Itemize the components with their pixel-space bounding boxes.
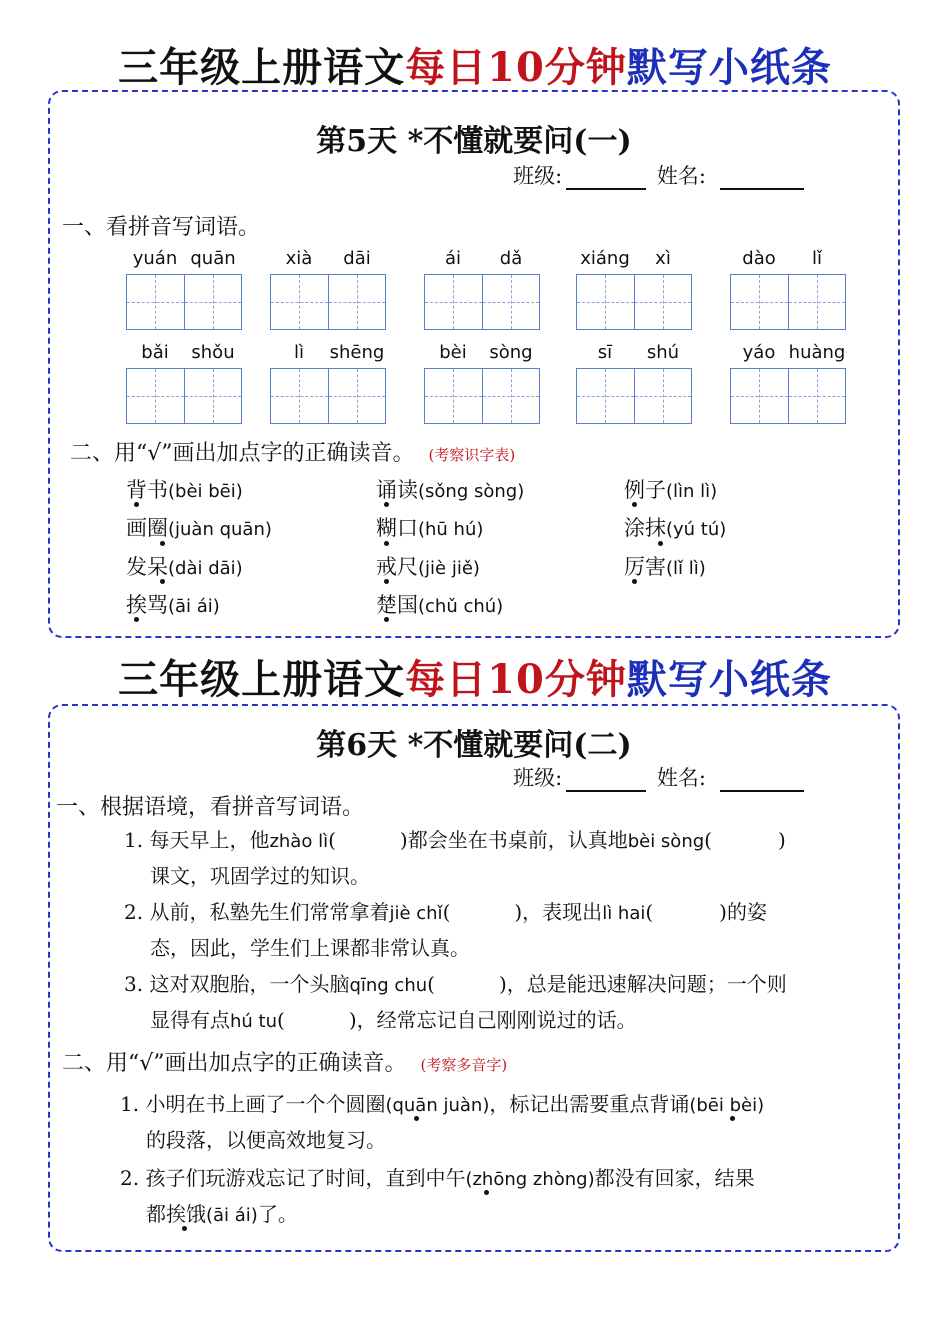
question-3-line2 bbox=[150, 1004, 637, 1033]
choice-pinyin: (sǒng sòng) bbox=[418, 481, 525, 502]
text: 3. 这对双胞胎，一个头脑 bbox=[124, 972, 350, 996]
writing-boxes[interactable] bbox=[270, 368, 386, 424]
writing-boxes[interactable] bbox=[730, 368, 846, 424]
text: ( bbox=[328, 828, 336, 852]
text: ) bbox=[777, 828, 786, 852]
pinyin: lì bbox=[293, 342, 304, 363]
writing-boxes[interactable] bbox=[126, 274, 242, 330]
text: ，标记出需要重点背诵 bbox=[489, 1092, 690, 1116]
text: 了。 bbox=[257, 1202, 298, 1226]
reading-choice[interactable] bbox=[126, 474, 243, 504]
day6-card bbox=[48, 704, 900, 1252]
text: 2. 孩子们玩游戏忘记了时间，直到中午 bbox=[120, 1166, 466, 1190]
name-field[interactable] bbox=[720, 772, 804, 792]
choice-pinyin: (lìn lì) bbox=[666, 481, 718, 502]
choice-word: 挨骂 bbox=[126, 593, 168, 617]
emphasis-dot bbox=[160, 579, 165, 584]
choice-pinyin: (jiè jiě) bbox=[418, 558, 480, 579]
reading-choice[interactable] bbox=[376, 512, 483, 542]
day6-title: 第6天 *不懂就要问(二) bbox=[316, 728, 632, 763]
emphasis-dot bbox=[160, 541, 165, 546]
polyphone-1-line1[interactable] bbox=[120, 1088, 764, 1117]
choice-pinyin: (juàn quān) bbox=[168, 519, 272, 540]
choice-pinyin: (yú tú) bbox=[666, 519, 727, 540]
reading-choice[interactable] bbox=[126, 589, 220, 619]
title-part-daily: 每日10分钟 bbox=[405, 44, 627, 91]
choice-pinyin: (lǐ lì) bbox=[666, 558, 706, 579]
day5-card bbox=[48, 90, 900, 638]
class-field[interactable] bbox=[566, 772, 646, 792]
pinyin: dǎ bbox=[499, 248, 523, 269]
pinyin: shú bbox=[646, 342, 680, 363]
choice-word: 戒尺 bbox=[376, 555, 418, 579]
pinyin: shēng bbox=[329, 342, 385, 363]
emphasis-dot bbox=[384, 579, 389, 584]
pinyin: yáo bbox=[742, 342, 776, 363]
text: )，总是能迅速解决问题；一个则 bbox=[498, 972, 787, 996]
name-label: 姓名: bbox=[656, 164, 706, 188]
emphasis-dot bbox=[658, 541, 663, 546]
title-part-daily: 每日10分钟 bbox=[405, 656, 627, 703]
reading-choice[interactable] bbox=[126, 551, 243, 581]
title-part-dictation: 默写小纸条 bbox=[626, 44, 832, 91]
question-2-line2: 态，因此，学生们上课都非常认真。 bbox=[150, 936, 470, 960]
text: 都挨饿 bbox=[146, 1202, 206, 1226]
emphasis-dot bbox=[182, 1226, 187, 1231]
pinyin: yuán bbox=[132, 248, 178, 269]
polyphone-2-line2[interactable] bbox=[146, 1198, 298, 1227]
question-3-line1 bbox=[124, 968, 787, 997]
pinyin: xì bbox=[655, 248, 671, 269]
choice-pinyin: (zhōng zhòng) bbox=[465, 1169, 595, 1190]
pinyin: bèi sòng bbox=[627, 831, 705, 852]
section2-note: (考察识字表) bbox=[428, 446, 516, 464]
title-part-dictation: 默写小纸条 bbox=[626, 656, 832, 703]
day5-section2-heading bbox=[70, 436, 515, 467]
writing-boxes[interactable] bbox=[576, 368, 692, 424]
worksheet-title-1 bbox=[0, 36, 950, 93]
name-field[interactable] bbox=[720, 170, 804, 190]
question-2-line1 bbox=[124, 896, 767, 925]
reading-choice[interactable] bbox=[624, 512, 726, 542]
day6-student-info bbox=[513, 762, 808, 792]
pinyin: shǒu bbox=[191, 342, 235, 363]
text: )，表现出 bbox=[514, 900, 603, 924]
emphasis-dot bbox=[384, 541, 389, 546]
worksheet-title-2 bbox=[0, 648, 950, 705]
text: ( bbox=[442, 900, 451, 924]
class-label: 班级: bbox=[513, 766, 563, 790]
text: 都没有回家，结果 bbox=[594, 1166, 755, 1190]
choice-word: 楚国 bbox=[376, 593, 418, 617]
emphasis-dot bbox=[384, 617, 389, 622]
pinyin: xià bbox=[285, 248, 313, 269]
choice-word: 糊口 bbox=[376, 516, 418, 540]
pinyin: dào bbox=[742, 248, 776, 269]
emphasis-dot bbox=[384, 502, 389, 507]
reading-choice[interactable] bbox=[376, 551, 480, 581]
section2-note: (考察多音字) bbox=[420, 1056, 508, 1074]
pinyin: huàng bbox=[788, 342, 846, 363]
reading-choice[interactable] bbox=[624, 551, 706, 581]
text: )都会坐在书桌前，认真地 bbox=[399, 828, 628, 852]
choice-word: 例子 bbox=[624, 478, 666, 502]
question-1-line2: 课文，巩固学过的知识。 bbox=[150, 864, 370, 888]
writing-boxes[interactable] bbox=[424, 274, 540, 330]
day6-section1-heading: 一、根据语境，看拼音写词语。 bbox=[56, 795, 365, 820]
emphasis-dot bbox=[484, 1190, 489, 1195]
pinyin: xiáng bbox=[580, 248, 630, 269]
choice-word: 厉害 bbox=[624, 555, 666, 579]
emphasis-dot bbox=[632, 502, 637, 507]
text: )的姿 bbox=[719, 900, 767, 924]
text: ( bbox=[277, 1008, 285, 1032]
choice-pinyin: (hū hú) bbox=[418, 519, 484, 540]
choice-word: 诵读 bbox=[376, 478, 418, 502]
pinyin: lì hai bbox=[602, 903, 646, 924]
day5-section1-heading: 一、看拼音写词语。 bbox=[62, 215, 261, 240]
writing-boxes[interactable] bbox=[126, 368, 242, 424]
emphasis-dot bbox=[414, 1116, 419, 1121]
choice-pinyin: (chǔ chú) bbox=[418, 596, 504, 617]
writing-boxes[interactable] bbox=[576, 274, 692, 330]
reading-choice[interactable] bbox=[126, 512, 272, 542]
choice-word: 发呆 bbox=[126, 555, 168, 579]
choice-pinyin: (bēi bèi) bbox=[689, 1095, 765, 1116]
polyphone-2-line1[interactable] bbox=[120, 1162, 755, 1191]
reading-choice[interactable] bbox=[376, 474, 524, 504]
emphasis-dot bbox=[134, 617, 139, 622]
text: ( bbox=[427, 972, 435, 996]
text: 1. 小明在书上画了一个个圆圈 bbox=[120, 1092, 386, 1116]
pinyin: bèi bbox=[439, 342, 467, 363]
class-label: 班级: bbox=[513, 164, 563, 188]
reading-choice[interactable] bbox=[624, 474, 717, 504]
text: 1. 每天早上，他 bbox=[124, 828, 270, 852]
choice-word: 画圈 bbox=[126, 516, 168, 540]
section2-text: 二、用“√”画出加点字的正确读音。 bbox=[70, 441, 415, 466]
writing-boxes[interactable] bbox=[270, 274, 386, 330]
pinyin: zhào lì bbox=[269, 831, 329, 852]
name-label: 姓名: bbox=[656, 766, 706, 790]
choice-word: 背书 bbox=[126, 478, 168, 502]
day6-section2-heading bbox=[62, 1046, 507, 1077]
choice-pinyin: (āi ái) bbox=[206, 1205, 258, 1226]
text: )，经常忘记自己刚刚说过的话。 bbox=[348, 1008, 637, 1032]
choice-word: 涂抹 bbox=[624, 516, 666, 540]
day5-title: 第5天 *不懂就要问(一) bbox=[316, 124, 632, 159]
pinyin: qīng chu bbox=[349, 975, 428, 996]
pinyin: jiè chǐ bbox=[389, 903, 443, 924]
pinyin: sòng bbox=[489, 342, 533, 363]
emphasis-dot bbox=[134, 502, 139, 507]
text: ( bbox=[645, 900, 654, 924]
emphasis-dot bbox=[632, 579, 637, 584]
text: ( bbox=[704, 828, 712, 852]
choice-pinyin: (āi ái) bbox=[168, 596, 220, 617]
emphasis-dot bbox=[730, 1116, 735, 1121]
pinyin: lǐ bbox=[811, 248, 822, 269]
question-1-line1 bbox=[124, 824, 786, 853]
writing-boxes[interactable] bbox=[424, 368, 540, 424]
text: 2. 从前，私塾先生们常常拿着 bbox=[124, 900, 390, 924]
pinyin: bǎi bbox=[141, 342, 169, 363]
title-part-grade: 三年级上册语文 bbox=[118, 44, 406, 91]
choice-pinyin: (bèi bēi) bbox=[168, 481, 243, 502]
pinyin: hú tu bbox=[230, 1011, 278, 1032]
pinyin: dāi bbox=[343, 248, 371, 269]
polyphone-1-line2: 的段落，以便高效地复习。 bbox=[146, 1128, 386, 1152]
writing-boxes[interactable] bbox=[730, 274, 846, 330]
reading-choice[interactable] bbox=[376, 589, 503, 619]
pinyin: ái bbox=[444, 248, 462, 269]
day5-student-info bbox=[513, 160, 808, 190]
pinyin: sī bbox=[597, 342, 613, 363]
class-field[interactable] bbox=[566, 170, 646, 190]
section2-text: 二、用“√”画出加点字的正确读音。 bbox=[62, 1051, 407, 1076]
pinyin: quān bbox=[190, 248, 236, 269]
choice-pinyin: (quān juàn) bbox=[385, 1095, 490, 1116]
title-part-grade: 三年级上册语文 bbox=[118, 656, 406, 703]
text: 显得有点 bbox=[150, 1008, 230, 1032]
choice-pinyin: (dài dāi) bbox=[168, 558, 243, 579]
